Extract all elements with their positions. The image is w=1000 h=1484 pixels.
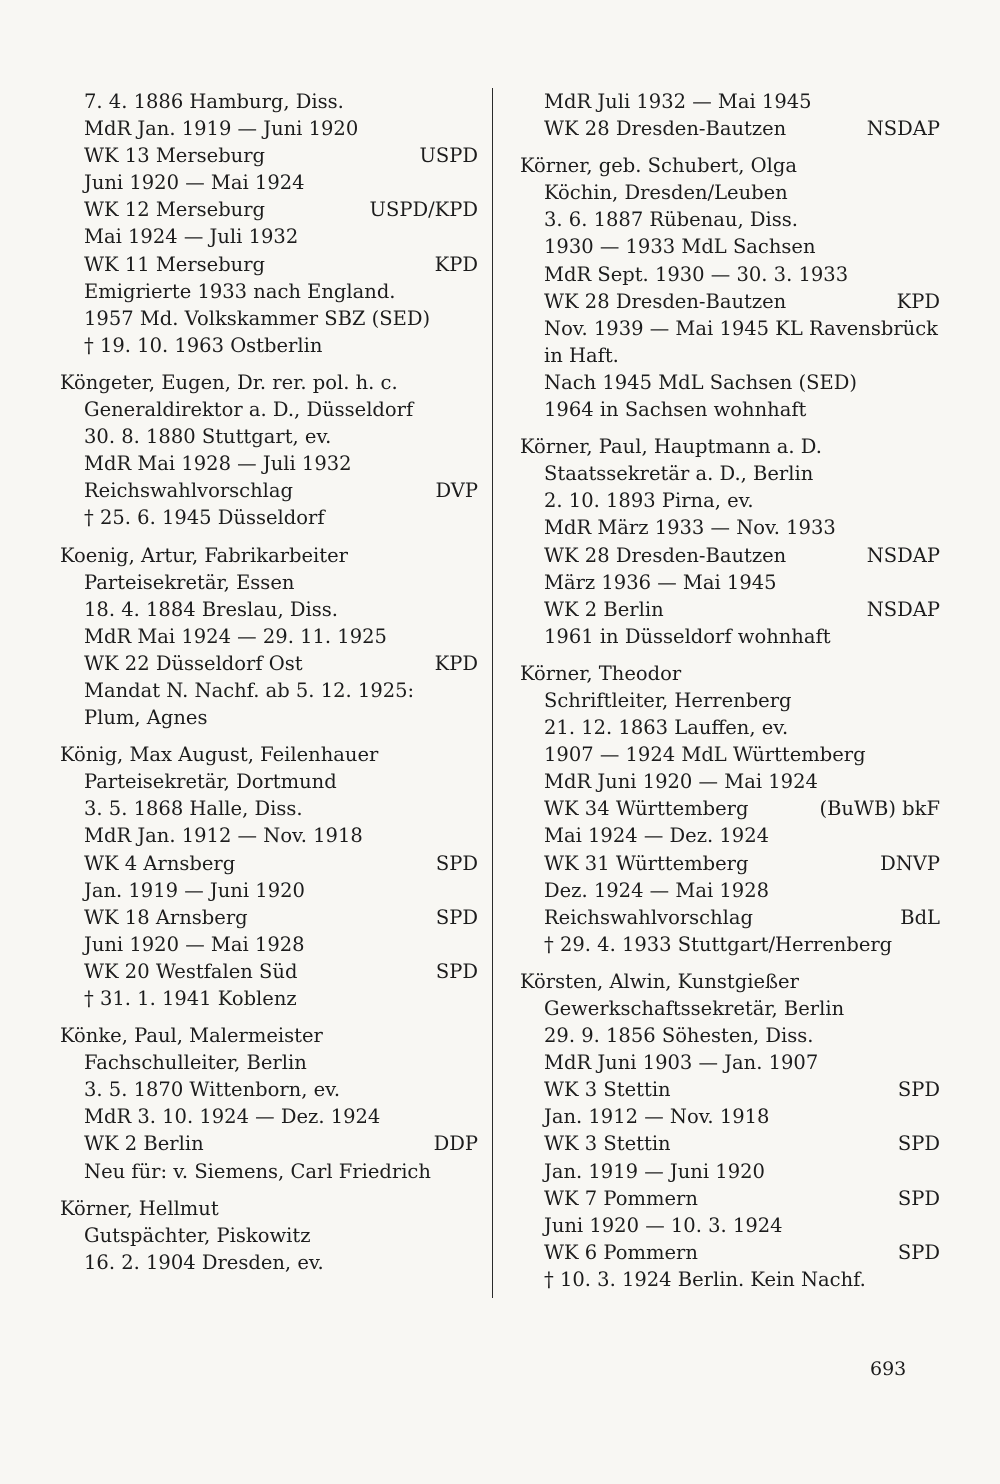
party-label: SPD [435, 959, 478, 983]
entry-text: 3. 5. 1868 Halle, Diss. [84, 797, 303, 821]
entry-line [520, 369, 940, 396]
entry-line [520, 931, 940, 958]
entry-text: 29. 9. 1856 Söhesten, Diss. [544, 1024, 814, 1048]
entry-text: Mandat N. Nachf. ab 5. 12. 1925: [84, 678, 415, 702]
party-label: DDP [433, 1132, 478, 1156]
entry-text: MdR 3. 10. 1924 — Dez. 1924 [84, 1105, 381, 1129]
entry-line [60, 396, 478, 423]
entry-text: WK 28 Dresden-Bautzen [544, 117, 787, 141]
right-column [520, 88, 940, 1293]
entry-text: Generaldirektor a. D., Düsseldorf [84, 398, 414, 422]
entry-line [60, 623, 478, 650]
entry-line [60, 1222, 478, 1249]
party-label: NSDAP [866, 117, 940, 141]
entry-line [520, 288, 940, 315]
entry-heading [60, 1022, 478, 1049]
entry-line [60, 196, 478, 223]
entry-text: Jan. 1919 — Juni 1920 [544, 1159, 765, 1183]
entry-text: † 25. 6. 1945 Düsseldorf [84, 506, 325, 530]
entry-line [60, 88, 478, 115]
party-label: USPD [419, 144, 478, 168]
entry-text: Gutspächter, Piskowitz [84, 1223, 311, 1247]
entry-line [520, 741, 940, 768]
entry-text: 1964 in Sachsen wohnhaft [544, 398, 807, 422]
entry-text: Körner, Hellmut [60, 1196, 219, 1220]
entry-text: Könke, Paul, Malermeister [60, 1024, 323, 1048]
party-label: KPD [896, 289, 940, 313]
party-label: KPD [434, 651, 478, 675]
entry-text: Mai 1924 — Juli 1932 [84, 225, 299, 249]
entry-heading [60, 542, 478, 569]
party-label: DNVP [880, 851, 940, 875]
entry-line [60, 1076, 478, 1103]
entry-line [60, 650, 478, 677]
entry-text: WK 2 Berlin [544, 597, 664, 621]
entry-line [520, 261, 940, 288]
entry-text: Reichswahlvorschlag [544, 905, 753, 929]
entry-text: 1907 — 1924 MdL Württemberg [544, 743, 866, 767]
entry-text: Körner, geb. Schubert, Olga [520, 154, 797, 178]
entry-text: Juni 1920 — 10. 3. 1924 [544, 1213, 783, 1237]
entry-line [60, 904, 478, 931]
entry-line [520, 88, 940, 115]
entry-line [60, 423, 478, 450]
entry-line [60, 677, 478, 704]
entry-text: Köngeter, Eugen, Dr. rer. pol. h. c. [60, 370, 398, 394]
entry-line [520, 1266, 940, 1293]
entry-line [60, 1103, 478, 1130]
entry-text: 16. 2. 1904 Dresden, ev. [84, 1250, 324, 1274]
entry-text: MdR März 1933 — Nov. 1933 [544, 516, 836, 540]
party-label: SPD [897, 1078, 940, 1102]
entry-text: Körner, Theodor [520, 661, 682, 685]
entry-text: 30. 8. 1880 Stuttgart, ev. [84, 425, 332, 449]
entry-text: WK 34 Württemberg [544, 797, 749, 821]
entry-text: 7. 4. 1886 Hamburg, Diss. [84, 90, 344, 113]
entry-line [520, 1049, 940, 1076]
entry-line [520, 768, 940, 795]
entry-line [520, 1103, 940, 1130]
entry-line [60, 251, 478, 278]
entry-line [60, 795, 478, 822]
entry-line [60, 1249, 478, 1276]
entry-line [520, 342, 940, 369]
entry-text: Parteisekretär, Essen [84, 570, 295, 594]
entry-text: Emigrierte 1933 nach England. [84, 279, 396, 303]
party-label: (BuWB) bkF [819, 797, 940, 821]
entry-text: März 1936 — Mai 1945 [544, 570, 777, 594]
entry-line [520, 714, 940, 741]
entry-line [520, 850, 940, 877]
entry-text: † 10. 3. 1924 Berlin. Kein Nachf. [544, 1267, 866, 1291]
entry-line [60, 1158, 478, 1185]
entry-text: 21. 12. 1863 Lauffen, ev. [544, 716, 789, 740]
party-label: NSDAP [866, 543, 940, 567]
entry-line [520, 1130, 940, 1157]
entry-line [60, 850, 478, 877]
entry-line [520, 995, 940, 1022]
entry-line [520, 315, 940, 342]
entry-line [60, 704, 478, 731]
party-label: SPD [897, 1132, 940, 1156]
entry-text: WK 28 Dresden-Bautzen [544, 543, 787, 567]
entry-line [520, 396, 940, 423]
party-label: SPD [897, 1240, 940, 1264]
entry-text: WK 6 Pommern [544, 1240, 698, 1264]
entry-text: Juni 1920 — Mai 1924 [84, 171, 305, 195]
entry-line [60, 1130, 478, 1157]
entry-line [520, 569, 940, 596]
entry-text: Köchin, Dresden/Leuben [544, 181, 788, 205]
entry-text: 2. 10. 1893 Pirna, ev. [544, 489, 754, 513]
entry-text: Mai 1924 — Dez. 1924 [544, 824, 770, 848]
entry-line [520, 1158, 940, 1185]
entry-text: Körsten, Alwin, Kunstgießer [520, 969, 799, 993]
entry-text: 3. 5. 1870 Wittenborn, ev. [84, 1078, 341, 1102]
entry-line [520, 1076, 940, 1103]
entry-text: WK 7 Pommern [544, 1186, 698, 1210]
entry-text: 18. 4. 1884 Breslau, Diss. [84, 597, 338, 621]
column-divider [492, 88, 493, 1298]
entry-heading [60, 369, 478, 396]
entry-text: WK 3 Stettin [544, 1078, 671, 1102]
entry-line [60, 332, 478, 359]
entry-text: Neu für: v. Siemens, Carl Friedrich [84, 1159, 431, 1183]
entry-line [60, 305, 478, 332]
entry-text: † 19. 10. 1963 Ostberlin [84, 333, 323, 357]
entry-line [60, 169, 478, 196]
entry-line [60, 931, 478, 958]
entry-line [60, 223, 478, 250]
entry-text: Körner, Paul, Hauptmann a. D. [520, 435, 822, 459]
entry-text: WK 2 Berlin [84, 1132, 204, 1156]
entry-text: 1957 Md. Volkskammer SBZ (SED) [84, 306, 431, 330]
entry-line [60, 768, 478, 795]
entry-line [520, 1185, 940, 1212]
entry-line [60, 958, 478, 985]
entry-text: WK 20 Westfalen Süd [84, 959, 298, 983]
entry-line [60, 822, 478, 849]
entry-line [60, 596, 478, 623]
entry-line [60, 115, 478, 142]
entry-text: MdR Juli 1932 — Mai 1945 [544, 90, 812, 113]
entry-heading [520, 660, 940, 687]
party-label: SPD [435, 851, 478, 875]
entry-line [520, 115, 940, 142]
entry-heading [60, 741, 478, 768]
entry-line [60, 985, 478, 1012]
entry-line [60, 142, 478, 169]
entry-text: Jan. 1912 — Nov. 1918 [544, 1105, 770, 1129]
entry-text: 1930 — 1933 MdL Sachsen [544, 235, 816, 259]
entry-text: Plum, Agnes [84, 706, 208, 730]
entry-text: WK 18 Arnsberg [84, 905, 248, 929]
entry-text: MdR Juni 1920 — Mai 1924 [544, 770, 818, 794]
entry-line [60, 504, 478, 531]
entry-text: WK 3 Stettin [544, 1132, 671, 1156]
entry-text: MdR Sept. 1930 — 30. 3. 1933 [544, 262, 849, 286]
entry-line [520, 233, 940, 260]
entry-text: 3. 6. 1887 Rübenau, Diss. [544, 208, 798, 232]
entry-text: Koenig, Artur, Fabrikarbeiter [60, 543, 348, 567]
entry-line [520, 795, 940, 822]
party-label: SPD [435, 905, 478, 929]
entry-text: Jan. 1919 — Juni 1920 [84, 878, 305, 902]
entry-text: WK 13 Merseburg [84, 144, 266, 168]
entry-line [60, 450, 478, 477]
entry-line [520, 460, 940, 487]
entry-heading [520, 152, 940, 179]
entry-line [520, 514, 940, 541]
entry-text: WK 4 Arnsberg [84, 851, 236, 875]
entry-text: Parteisekretär, Dortmund [84, 770, 337, 794]
entry-text: MdR Mai 1924 — 29. 11. 1925 [84, 624, 387, 648]
entry-text: Nov. 1939 — Mai 1945 KL Ravensbrück [544, 316, 938, 340]
entry-text: Gewerkschaftssekretär, Berlin [544, 997, 845, 1020]
party-label: USPD/KPD [369, 198, 478, 222]
entry-heading [520, 433, 940, 460]
entry-line [520, 822, 940, 849]
entry-line [60, 1049, 478, 1076]
entry-text: Schriftleiter, Herrenberg [544, 688, 792, 712]
entry-text: Dez. 1924 — Mai 1928 [544, 878, 770, 902]
entry-line [520, 877, 940, 904]
party-label: NSDAP [866, 597, 940, 621]
entry-line [520, 542, 940, 569]
entry-heading [60, 1195, 478, 1222]
entry-text: MdR Jan. 1912 — Nov. 1918 [84, 824, 363, 848]
entry-text: Fachschulleiter, Berlin [84, 1051, 307, 1075]
entry-text: † 31. 1. 1941 Koblenz [84, 987, 297, 1010]
entry-text: WK 28 Dresden-Bautzen [544, 289, 787, 313]
entry-text: MdR Jan. 1919 — Juni 1920 [84, 117, 359, 141]
entry-text: Reichswahlvorschlag [84, 479, 293, 503]
page-number: 693 [870, 1358, 907, 1380]
entry-line [60, 569, 478, 596]
entry-line [60, 877, 478, 904]
entry-text: 1961 in Düsseldorf wohnhaft [544, 624, 831, 648]
entry-line [520, 1022, 940, 1049]
party-label: DVP [435, 479, 478, 503]
entry-text: WK 11 Merseburg [84, 252, 266, 276]
entry-line [520, 1212, 940, 1239]
entry-text: † 29. 4. 1933 Stuttgart/Herrenberg [544, 932, 893, 956]
entry-text: in Haft. [544, 343, 619, 367]
party-label: SPD [897, 1186, 940, 1210]
entry-line [520, 687, 940, 714]
party-label: BdL [900, 905, 940, 929]
entry-heading [520, 968, 940, 995]
entry-text: König, Max August, Feilenhauer [60, 743, 379, 767]
entry-line [520, 179, 940, 206]
entry-line [520, 596, 940, 623]
entry-text: Staatssekretär a. D., Berlin [544, 462, 814, 486]
entry-text: WK 31 Württemberg [544, 851, 749, 875]
entry-line [520, 1239, 940, 1266]
entry-text: Nach 1945 MdL Sachsen (SED) [544, 370, 857, 394]
entry-text: WK 12 Merseburg [84, 198, 266, 222]
entry-text: MdR Mai 1928 — Juli 1932 [84, 452, 352, 476]
entry-line [520, 487, 940, 514]
entry-text: Juni 1920 — Mai 1928 [84, 932, 305, 956]
entry-line [520, 623, 940, 650]
party-label: KPD [434, 252, 478, 276]
entry-line [60, 477, 478, 504]
entry-text: MdR Juni 1903 — Jan. 1907 [544, 1051, 819, 1075]
entry-line [520, 904, 940, 931]
entry-line [60, 278, 478, 305]
entry-text: WK 22 Düsseldorf Ost [84, 651, 303, 675]
left-column [60, 88, 478, 1276]
entry-line [520, 206, 940, 233]
